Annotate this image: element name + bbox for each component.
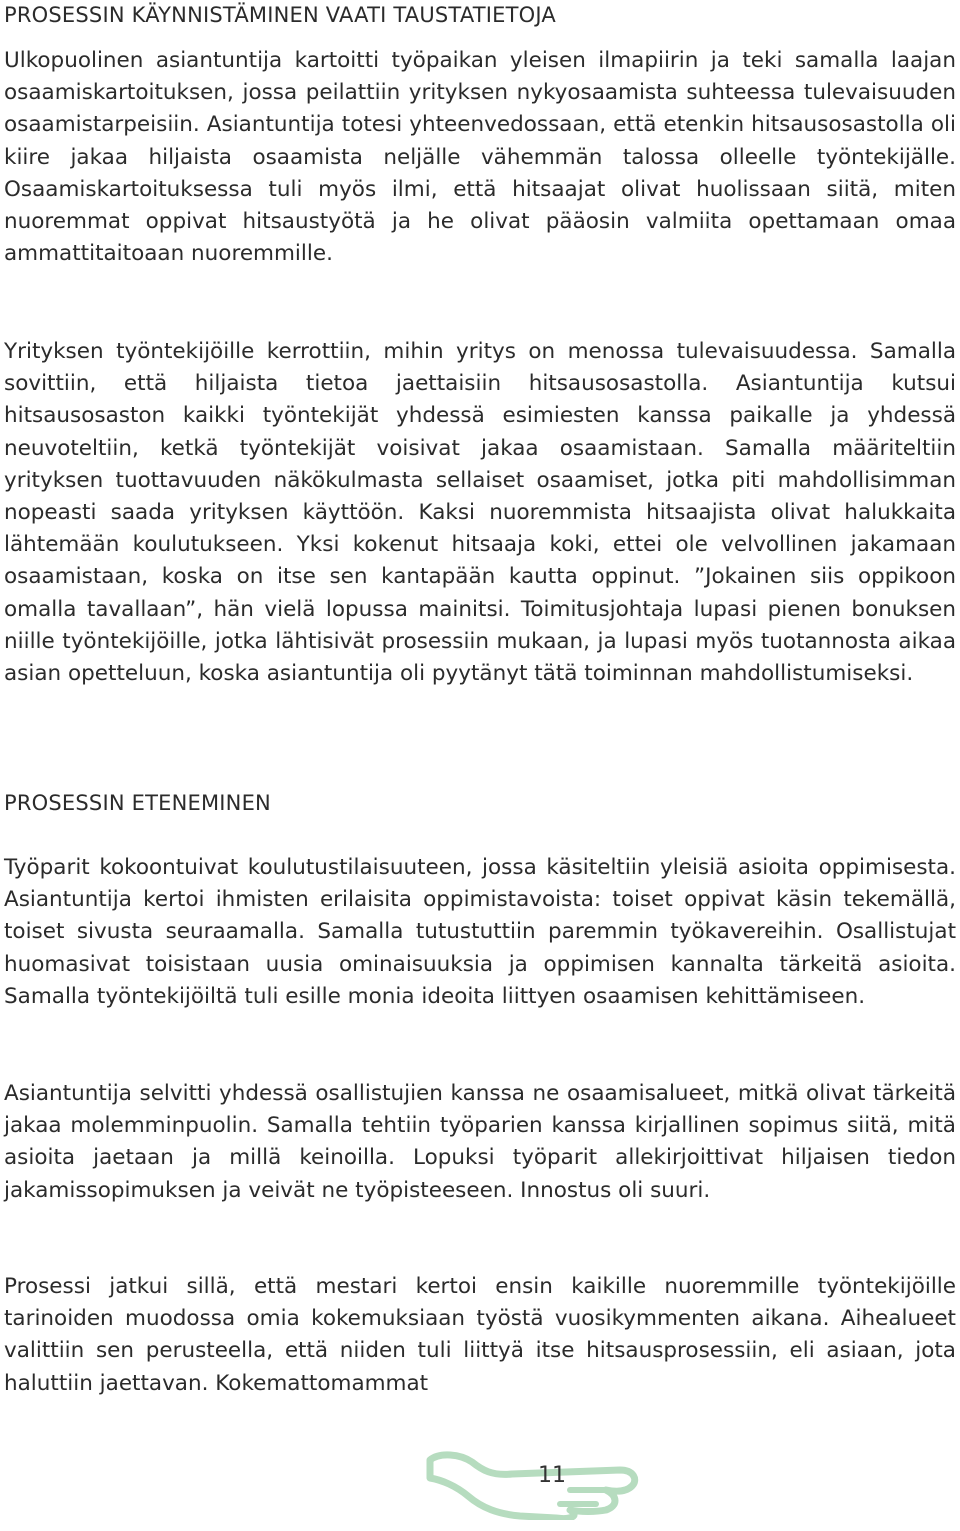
paragraph-training: Työparit kokoontuivat koulutustilaisuuteen, jossa käsiteltiin yleisiä asioita oppimisesta. Asiantuntija kertoi ihmisten erilaisita oppimistavoista: toiset oppivat käsin tekemällä, toiset sivusta seuraamalla. Samalla tutustuttiin paremmin työkavereihin. Osallistujat huomasivat toisistaan uusia ominaisuuksia ja oppimisen kannalta tärkeitä asioita. Samalla työntekijöiltä tuli esille monia ideoita liittyen osaamisen kehittämiseen. — [4, 855, 956, 1009]
paragraph-briefing: Yrityksen työntekijöille kerrottiin, mihin yritys on menossa tulevaisuudessa. Samalla sovittiin, että hiljaista tietoa jaettaisiin hitsausosastolla. Asiantuntija kutsui hitsausosaston kaikki työntekijät yhdessä esimiesten kanssa paikalle ja yhdessä neuvoteltiin, ketkä työntekijät voisivat jakaa osaamistaan. Samalla määriteltiin yrityksen tuottavuuden näkökulmasta sellaiset osaamiset, jotka piti mahdollisimman nopeasti saada yrityksen käyttöön. Kaksi nuoremmista hitsaajista olivat halukkaita lähtemään koulutukseen. Yksi kokenut hitsaaja koki, ettei ole velvollinen jakamaan osaamistaan, koska on itse sen kantapään kautta oppinut. ”Jokainen siis oppikoon omalla tavallaan”, hän vielä lopussa mainitsi. Toimitusjohtaja lupasi pienen bonuksen niille työntekijöille, jotka lähtisivät prosessiin mukaan, ja lupasi myös tuotannosta aikaa asian opetteluun, koska asiantuntija oli pyytänyt tätä toiminnan mahdollistumiseksi. — [4, 339, 956, 687]
section-heading-start: PROSESSIN KÄYNNISTÄMINEN VAATI TAUSTATIETOJA — [4, 3, 557, 27]
section-heading-progress: PROSESSIN ETENEMINEN — [4, 791, 271, 815]
page-number: 11 — [538, 1463, 566, 1488]
paragraph-agreement: Asiantuntija selvitti yhdessä osallistujien kanssa ne osaamisalueet, mitkä olivat tärkeitä jakaa molemminpuolin. Samalla tehtiin työparien kanssa kirjallinen sopimus siitä, mitä asioita jaetaan ja millä keinoilla. Lopuksi työparit allekirjoittivat hiljaisen tiedon jakamissopimuksen ja veivät ne työpisteeseen. Innostus oli suuri. — [4, 1081, 956, 1203]
paragraph-survey: Ulkopuolinen asiantuntija kartoitti työpaikan yleisen ilmapiirin ja teki samalla laajan osaamiskartoituksen, jossa peilattiin yrityksen nykyosaamista suhteessa tulevaisuuden osaamistarpeisiin. Asiantuntija totesi yhteenvedossaan, että etenkin hitsausosastolla oli kiire jakaa hiljaista osaamista neljälle vähemmän talossa olleelle työntekijälle. Osaamiskartoituksessa tuli myös ilmi, että hitsaajat olivat huolissaan siitä, miten nuoremmat oppivat hitsaustyötä ja he olivat pääosin valmiita opettamaan omaa ammattitaitoaan nuoremmille. — [4, 48, 956, 267]
paragraph-storytelling: Prosessi jatkui sillä, että mestari kertoi ensin kaikille nuoremmille työntekijöille tarinoiden muodossa omia kokemuksiaan työstä vuosikymmenten aikana. Aihealueet valittiin sen perusteella, että niiden tuli liittyä itse hitsausprosessiin, eli asiaan, jota haluttiin jaettavan. Kokemattomammat — [4, 1274, 956, 1396]
